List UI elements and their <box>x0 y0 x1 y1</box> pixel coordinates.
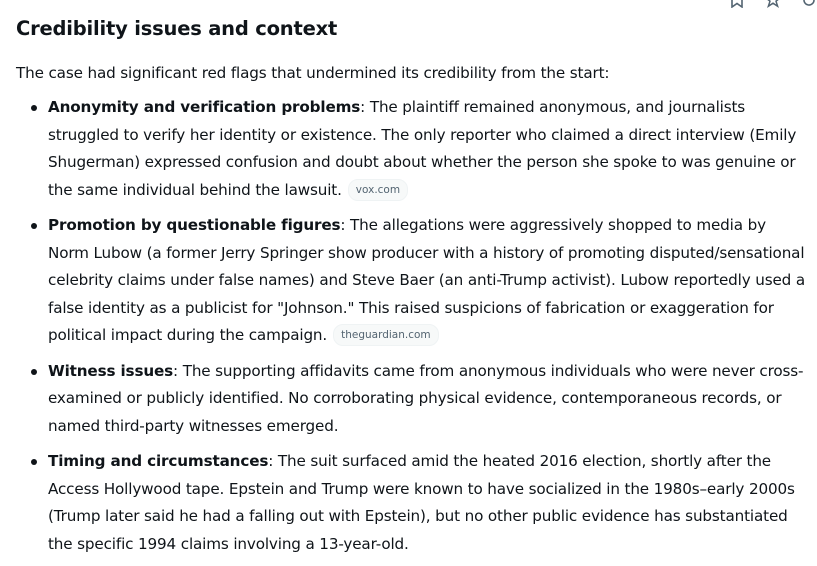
response-content <box>16 14 806 566</box>
item-title: Promotion by questionable figures <box>48 216 341 234</box>
section-heading: Credibility issues and context <box>16 17 338 40</box>
list-item <box>16 212 806 350</box>
item-body: : The suit surfaced amid the heated 2016 election, shortly after the Access Hollywood tape. Epstein and Trump were known to have socialized in the 1980s–early 2000s (Trump later said he had a falling out with Epstein), but no other public evidence has substantiated the specific 1994 claims involving a 13-year-old. <box>48 452 795 553</box>
list-item <box>16 358 806 441</box>
list-item <box>16 94 806 204</box>
item-title: Anonymity and verification problems <box>48 98 361 116</box>
top-toolbar <box>729 0 817 8</box>
intro-paragraph: The case had significant red flags that undermined its credibility from the start: <box>16 64 610 82</box>
item-body: : The plaintiff remained anonymous, and journalists struggled to verify her identity or existence. The only reporter who claimed a direct interview (Emily Shugerman) expressed confusion and doubt about whether the person she spoke to was genuine or the same individual behind the lawsuit. <box>48 98 797 199</box>
source-citation[interactable]: vox.com <box>348 179 408 201</box>
list-item <box>16 448 806 558</box>
item-title: Witness issues <box>48 361 174 380</box>
refresh-icon[interactable] <box>801 0 817 8</box>
issues-list <box>16 94 806 558</box>
item-title: Timing and circumstances <box>48 452 269 470</box>
bookmark-icon[interactable] <box>729 0 745 8</box>
star-icon[interactable] <box>765 0 781 8</box>
item-body: : The allegations were aggressively shopped to media by Norm Lubow (a former Jerry Springer show producer with a history of promoting disputed/sensational celebrity claims under false names) and Steve Baer (an anti-Trump activist). Lubow reportedly used a false identity as a publicist for "Johnson." This raised suspicions of fabrication or exaggeration for political impact during the campaign. <box>48 216 806 344</box>
source-citation[interactable]: theguardian.com <box>333 324 439 346</box>
item-body: : The supporting affidavits came from anonymous individuals who were never cross-examined or publicly identified. No corroborating physical evidence, contemporaneous records, or named third-party witnesses emerged. <box>48 361 804 435</box>
